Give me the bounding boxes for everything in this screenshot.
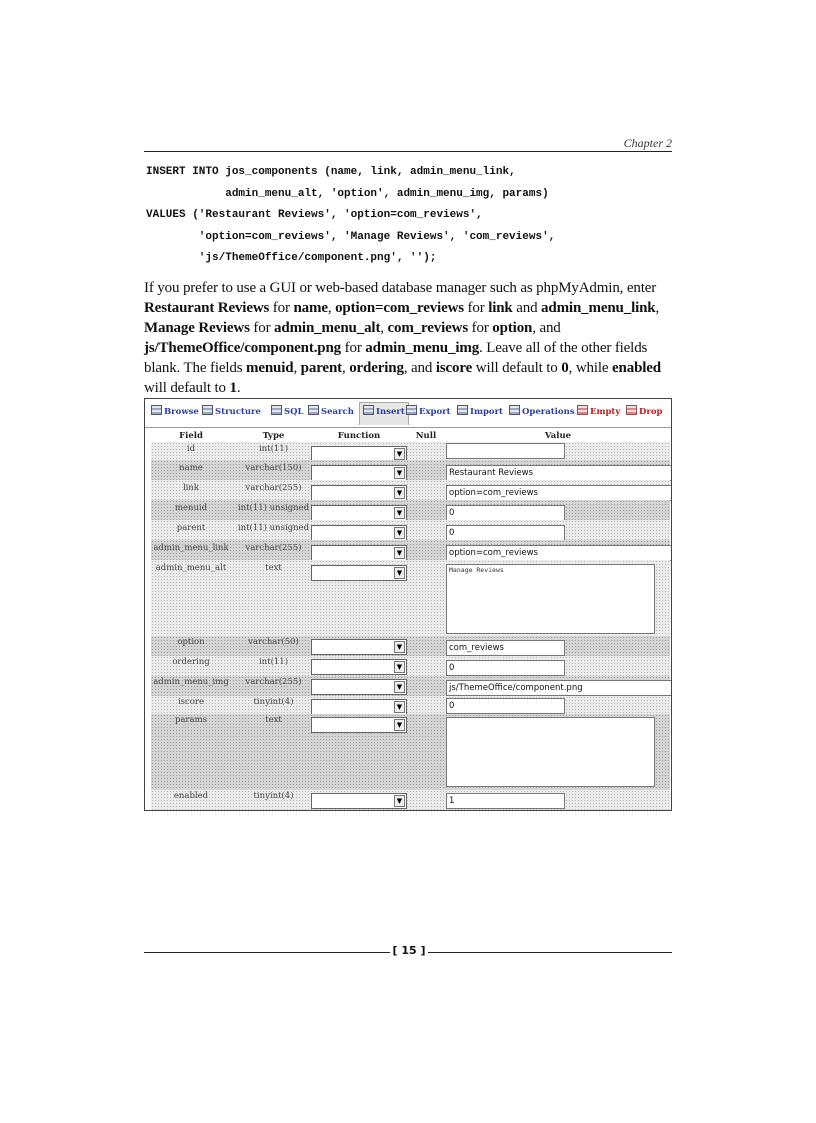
- table-row: enabled tinyint(4) ▼ 1: [151, 790, 670, 810]
- tab-bar: [145, 399, 671, 428]
- code-line: 'js/ThemeOffice/component.png', '');: [146, 252, 437, 264]
- col-header-type: Type: [262, 431, 285, 441]
- table-row: id int(11) ▼: [151, 442, 670, 460]
- function-select[interactable]: [311, 525, 407, 541]
- value-input-ordering[interactable]: 0: [446, 660, 565, 676]
- function-select[interactable]: [311, 485, 407, 501]
- table-row: menuid int(11) unsigned ▼ 0: [151, 500, 670, 520]
- tab-empty[interactable]: Empty: [577, 405, 620, 417]
- insert-icon: [363, 405, 374, 415]
- phpmyadmin-screenshot: [144, 398, 672, 811]
- value-input-admin-menu-link[interactable]: option=com_reviews: [446, 545, 672, 561]
- function-select[interactable]: [311, 545, 407, 561]
- function-select[interactable]: [311, 565, 407, 581]
- col-header-field: Field: [179, 431, 203, 441]
- table-row: ordering int(11) ▼ 0: [151, 656, 670, 676]
- table-row: admin_menu_link varchar(255) ▼ option=com_reviews: [151, 540, 670, 560]
- function-select[interactable]: [311, 699, 407, 715]
- function-select[interactable]: [311, 717, 407, 733]
- tab-search[interactable]: Search: [308, 405, 354, 417]
- page-number: [ 15 ]: [392, 944, 426, 957]
- chevron-down-icon: ▼: [394, 719, 405, 731]
- tab-drop[interactable]: Drop: [626, 405, 662, 417]
- chevron-down-icon: ▼: [394, 467, 405, 479]
- function-select[interactable]: [311, 659, 407, 675]
- operations-icon: [509, 405, 520, 415]
- structure-icon: [202, 405, 213, 415]
- value-input-admin-menu-img[interactable]: js/ThemeOffice/component.png: [446, 680, 672, 696]
- code-line: VALUES ('Restaurant Reviews', 'option=com_reviews',: [146, 209, 483, 221]
- function-select[interactable]: [311, 465, 407, 481]
- value-input-link[interactable]: option=com_reviews: [446, 485, 672, 501]
- value-input-enabled[interactable]: 1: [446, 793, 565, 809]
- function-select[interactable]: [311, 505, 407, 521]
- code-line: admin_menu_alt, 'option', admin_menu_img, params): [146, 187, 549, 200]
- tab-browse[interactable]: Browse: [151, 405, 199, 417]
- value-input-option[interactable]: com_reviews: [446, 640, 565, 656]
- col-header-null: Null: [415, 431, 437, 441]
- table-row: parent int(11) unsigned ▼ 0: [151, 520, 670, 540]
- tab-export[interactable]: Export: [406, 405, 451, 417]
- chevron-down-icon: ▼: [394, 701, 405, 713]
- value-input-id[interactable]: [446, 443, 565, 459]
- value-textarea-admin-menu-alt[interactable]: Manage Reviews: [446, 564, 655, 634]
- header-rule: [144, 151, 672, 152]
- sql-icon: [271, 405, 282, 415]
- chevron-down-icon: ▼: [394, 527, 405, 539]
- tab-operations[interactable]: Operations: [509, 405, 575, 417]
- value-input-name[interactable]: Restaurant Reviews: [446, 465, 672, 481]
- value-input-iscore[interactable]: 0: [446, 698, 565, 714]
- table-row: option varchar(50) ▼ com_reviews: [151, 636, 670, 656]
- search-icon: [308, 405, 319, 415]
- chevron-down-icon: ▼: [394, 567, 405, 579]
- table-row: admin_menu_img varchar(255) ▼ js/ThemeOffice/component.png: [151, 676, 670, 696]
- table-row: link varchar(255) ▼ option=com_reviews: [151, 480, 670, 500]
- value-textarea-params[interactable]: [446, 717, 655, 787]
- col-header-value: Value: [544, 431, 572, 441]
- function-select[interactable]: [311, 639, 407, 655]
- chevron-down-icon: ▼: [394, 487, 405, 499]
- chevron-down-icon: ▼: [394, 448, 405, 460]
- function-select[interactable]: [311, 793, 407, 809]
- footer-rule-right: [428, 952, 672, 953]
- import-icon: [457, 405, 468, 415]
- tab-insert[interactable]: Insert: [359, 402, 409, 425]
- empty-icon: [577, 405, 588, 415]
- table-row: admin_menu_alt text ▼ Manage Reviews: [151, 560, 670, 636]
- col-header-function: Function: [337, 431, 381, 441]
- table-row: name varchar(150) ▼ Restaurant Reviews: [151, 460, 670, 480]
- table-row: iscore tinyint(4) ▼ 0: [151, 696, 670, 714]
- tab-import[interactable]: Import: [457, 405, 503, 417]
- chevron-down-icon: ▼: [394, 681, 405, 693]
- chevron-down-icon: ▼: [394, 661, 405, 673]
- chevron-down-icon: ▼: [394, 641, 405, 653]
- chevron-down-icon: ▼: [394, 507, 405, 519]
- code-line: 'option=com_reviews', 'Manage Reviews', 'com_reviews',: [146, 230, 556, 243]
- chapter-label: Chapter 2: [623, 136, 672, 150]
- export-icon: [406, 405, 417, 415]
- footer-rule-left: [144, 952, 390, 953]
- drop-icon: [626, 405, 637, 415]
- function-select[interactable]: [311, 679, 407, 695]
- value-input-parent[interactable]: 0: [446, 525, 565, 541]
- sql-code-block: [146, 162, 555, 270]
- table-row: params text ▼: [151, 714, 670, 790]
- body-paragraph: If you prefer to use a GUI or web-based database manager such as phpMyAdmin, enter Restaurant Reviews for name, option=com_reviews for link and admin_menu_link, Manage Reviews for admin_menu_alt, com_reviews for option, and js/ThemeOffice/component.png for admin_menu_img. Leave all of the other fields blank. The fields menuid, parent, ordering, and iscore will default to 0, while enabled will default to 1.: [144, 280, 661, 396]
- code-line: INSERT INTO jos_components (name, link, admin_menu_link,: [146, 166, 516, 178]
- chevron-down-icon: ▼: [394, 547, 405, 559]
- browse-icon: [151, 405, 162, 415]
- chevron-down-icon: ▼: [394, 795, 405, 807]
- tab-sql[interactable]: SQL: [271, 405, 304, 417]
- tab-structure[interactable]: Structure: [202, 405, 261, 417]
- value-input-menuid[interactable]: 0: [446, 505, 565, 521]
